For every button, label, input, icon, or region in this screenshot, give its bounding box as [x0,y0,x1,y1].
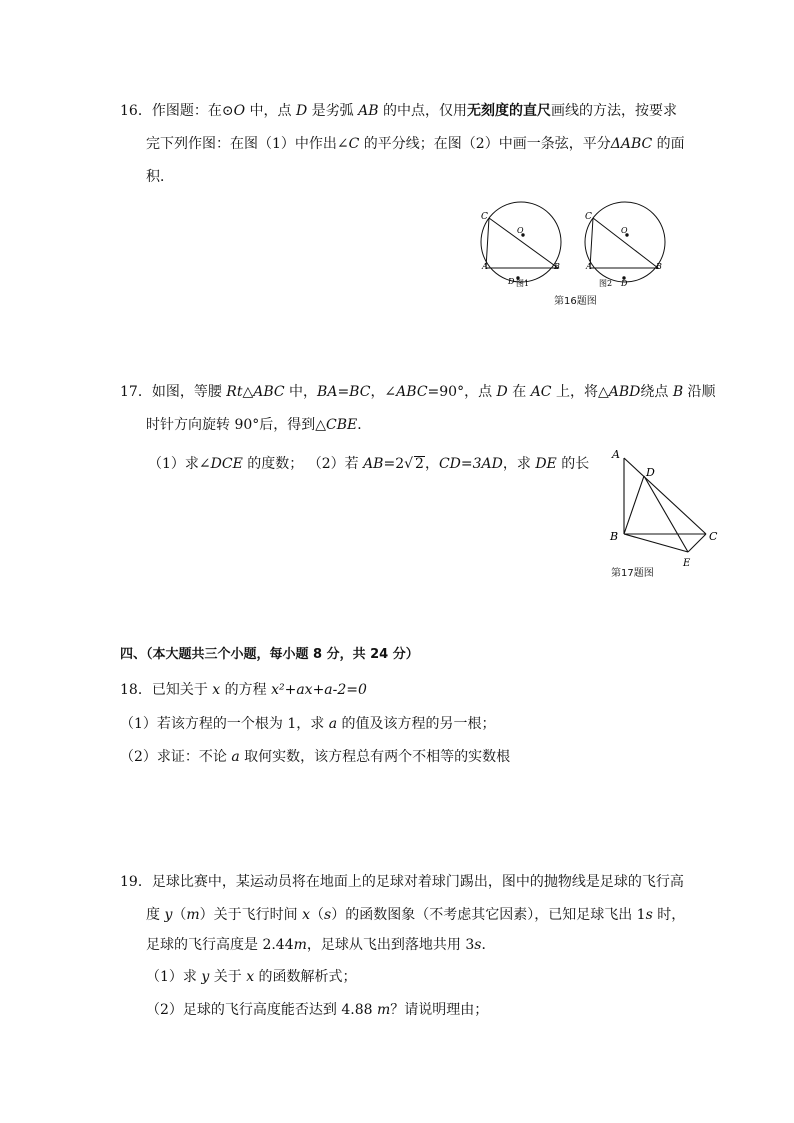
q17-label-b: B [610,530,619,543]
q16-f2-label-c: C [585,212,592,222]
q17-label-a: A [612,448,620,461]
q16-fig2-label: 图2 [599,279,613,288]
q17-seg-ce [688,534,706,552]
q18-equation: x²+ax+a-2=0 [271,682,367,698]
q16-f2-label-d: D [621,279,628,288]
q16-f1-label-c: C [481,212,488,222]
q19-part2: （2）足球的飞行高度能否达到 4.88 m？请说明理由； [146,1002,489,1018]
q17-line1: 17．如图，等腰 Rt△ABC 中，BA=BC，∠ABC=90°，点 D 在 AC 上，将△ABD绕点 B 沿顺 [120,384,716,400]
q16-line2: 完下列作图：在图（1）中作出∠C 的平分线；在图（2）中画一条弦，平分ΔABC 的面 [146,136,685,152]
q16-f2-label-o: O [621,226,628,235]
q16-f1-label-d: D [508,277,515,286]
q17-seg-ac [624,458,706,534]
q16-caption: 第16题图 [554,296,597,307]
q16-figure1 [481,202,561,282]
q18-stem: 18．已知关于 x 的方程 x²+ax+a-2=0 [120,682,367,698]
q19-line1: 19．足球比赛中，某运动员将在地面上的足球对着球门踢出，图中的抛物线是足球的飞行高 [120,874,684,890]
q16-fig1-label: 图1 [516,279,530,288]
q16-f1-label-o: O [517,226,524,235]
q16-number: 16． [120,103,152,119]
q18-number: 18． [120,682,152,698]
sqrt-radicand: 2 [415,456,424,472]
q17-label-e: E [683,558,691,568]
q16-figure2 [585,202,665,282]
q17-seg-de [644,476,688,552]
q16-figure [478,200,678,292]
q17-parts: （1）求∠DCE 的度数； （2）若 AB=2√ 2，CD=3AD，求 DE 的长 [148,456,590,472]
q17-label-c: C [709,530,718,543]
q17-label-d: D [646,466,655,479]
q17-caption: 第17题图 [611,568,654,579]
q16-f1-label-a: A [482,262,488,271]
q18-part1: （1）若该方程的一个根为 1，求 a 的值及该方程的另一根； [120,716,496,732]
q19-number: 19． [120,874,152,890]
q16-emphasis: 无刻度的直尺 [466,103,551,119]
q19-line2: 度 y（m）关于飞行时间 x（s）的函数图象（不考虑其它因素），已知足球飞出 1s 时， [146,907,686,923]
q17-figure [606,446,722,568]
q16-f2-label-a: A [586,262,592,271]
q16-f2-label-b: B [656,262,662,271]
q16-line1: 16．作图题：在⊙O 中，点 D 是劣弧 AB 的中点，仅用无刻度的直尺画线的方法，按要求 [120,103,677,119]
q17-seg-bd [624,476,644,534]
q16-line3: 积． [146,169,174,185]
q17-number: 17． [120,384,152,400]
sqrt-sign: √ [404,456,414,472]
q18-part2: （2）求证：不论 a 取何实数，该方程总有两个不相等的实数根 [120,749,511,765]
q17-seg-be [624,534,688,552]
section-heading: 四、（本大题共三个小题，每小题 8 分，共 24 分） [120,647,419,662]
q16-circle1 [481,202,561,282]
q16-f1-label-b: B [554,262,560,271]
q19-line3: 足球的飞行高度是 2.44m，足球从飞出到落地共用 3s． [146,937,496,953]
q19-part1: （1）求 y 关于 x 的函数解析式； [146,969,357,985]
q17-line2: 时针方向旋转 90°后，得到△CBE． [146,417,372,433]
